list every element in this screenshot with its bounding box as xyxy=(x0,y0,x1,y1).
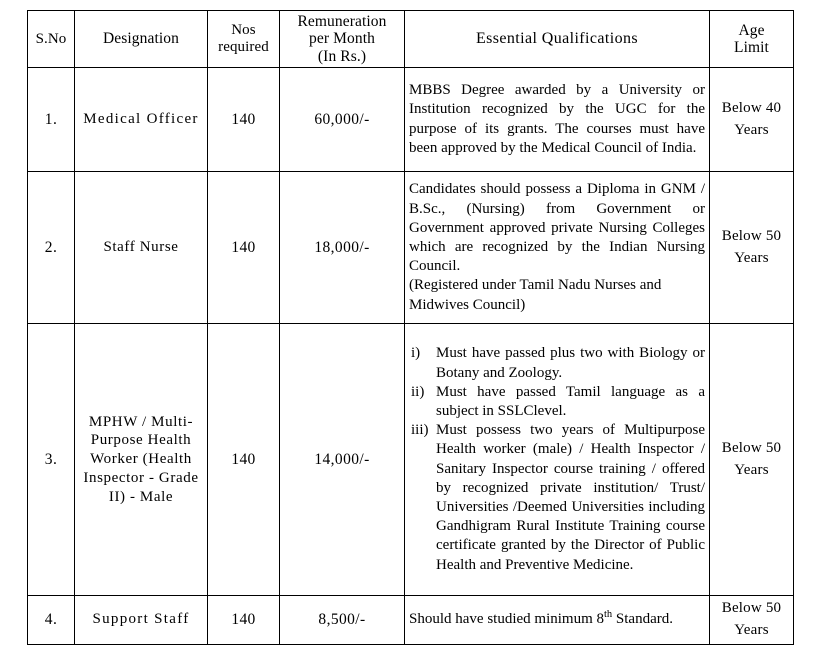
cell-nos-required: 140 xyxy=(208,172,280,324)
qualification-paragraph xyxy=(409,610,705,629)
column-header-age-limit xyxy=(710,11,794,68)
list-item xyxy=(409,421,705,575)
qualification-paragraph: MBBS Degree awarded by a University or Institution recognized by the UGC for the purpose of its grants. The courses must have been approved by the Medical Council of India. xyxy=(409,82,705,156)
list-item-text: Must have passed plus two with Biology or Botany and Zoology. xyxy=(436,345,705,381)
qualification-paragraph: Candidates should possess a Diploma in GNM / B.Sc., (Nursing) from Government or Government approved private Nursing Colleges which are recognized by the Indian Nursing Council. xyxy=(409,181,705,275)
ordinal-suffix: th xyxy=(604,609,613,621)
cell-nos-required: 140 xyxy=(208,596,280,645)
cell-nos-required: 140 xyxy=(208,324,280,596)
cell-qualification xyxy=(405,324,710,596)
age-limit-line2: Years xyxy=(734,121,769,138)
cell-sno: 3. xyxy=(28,324,75,596)
column-header-remuneration-line2: per Month xyxy=(309,30,375,48)
age-limit-line1: Below 50 xyxy=(721,439,782,456)
cell-qualification xyxy=(405,172,710,324)
cell-remuneration: 18,000/- xyxy=(280,172,405,324)
age-limit-line2: Years xyxy=(734,461,769,478)
cell-age-limit xyxy=(710,324,794,596)
column-header-nos-line2: required xyxy=(218,39,269,56)
list-marker: ii) xyxy=(411,383,425,400)
cell-designation: Medical Officer xyxy=(75,68,208,172)
table-body xyxy=(28,68,794,645)
column-header-remuneration-line1: Remuneration xyxy=(297,13,387,30)
age-limit-line1: Below 50 xyxy=(721,227,782,244)
age-limit-line1: Below 50 xyxy=(721,600,782,617)
table-row xyxy=(28,596,794,645)
cell-qualification xyxy=(405,68,710,172)
list-item xyxy=(409,383,705,421)
list-item-text: Must have passed Tamil language as a subject in SSLClevel. xyxy=(436,383,705,420)
table-row xyxy=(28,172,794,324)
table-row xyxy=(28,68,794,172)
cell-qualification xyxy=(405,596,710,645)
column-header-age-line1: Age xyxy=(738,21,765,39)
list-item xyxy=(409,344,705,382)
qualification-list xyxy=(409,344,705,574)
cell-sno: 1. xyxy=(28,68,75,172)
cell-nos-required: 140 xyxy=(208,68,280,172)
cell-sno: 4. xyxy=(28,596,75,645)
vacancy-table xyxy=(27,10,794,645)
table-row xyxy=(28,324,794,596)
qualification-text-after: Standard. xyxy=(612,611,673,628)
column-header-designation: Designation xyxy=(75,11,208,68)
cell-designation: Support Staff xyxy=(75,596,208,645)
cell-age-limit xyxy=(710,596,794,645)
cell-remuneration: 60,000/- xyxy=(280,68,405,172)
column-header-nos-required xyxy=(208,11,280,68)
cell-designation: MPHW / Multi-Purpose Health Worker (Health Inspector - Grade II) - Male xyxy=(75,324,208,596)
qualification-text-before: Should have studied minimum 8 xyxy=(409,611,604,628)
list-marker: i) xyxy=(411,345,421,362)
column-header-sno: S.No xyxy=(28,11,75,68)
age-limit-line2: Years xyxy=(734,249,769,266)
column-header-age-line2: Limit xyxy=(734,39,769,57)
cell-age-limit xyxy=(710,172,794,324)
cell-designation: Staff Nurse xyxy=(75,172,208,324)
age-limit-line1: Below 40 xyxy=(721,99,782,116)
table-header-row xyxy=(28,11,794,68)
list-item-text: Must possess two years of Multipurpose Health worker (male) / Health Inspector / Sanitary Inspector course training / offered by recognized private institution/ Trust/ Universities /Deemed Universities including Gandhigram Rural Institute Training course certificate granted by the Director of Public Health and Preventive Medicine. xyxy=(436,422,705,573)
cell-age-limit xyxy=(710,68,794,172)
age-limit-line2: Years xyxy=(734,621,769,638)
column-header-essential-qualifications: Essential Qualifications xyxy=(405,11,710,68)
cell-remuneration: 14,000/- xyxy=(280,324,405,596)
cell-sno: 2. xyxy=(28,172,75,324)
column-header-remuneration xyxy=(280,11,405,68)
column-header-remuneration-line3: (In Rs.) xyxy=(317,47,367,65)
cell-remuneration: 8,500/- xyxy=(280,596,405,645)
column-header-nos-line1: Nos xyxy=(231,22,256,39)
list-marker: iii) xyxy=(411,422,429,439)
table-header xyxy=(28,11,794,68)
qualification-paragraph-note: (Registered under Tamil Nadu Nurses and Midwives Council) xyxy=(409,277,662,313)
